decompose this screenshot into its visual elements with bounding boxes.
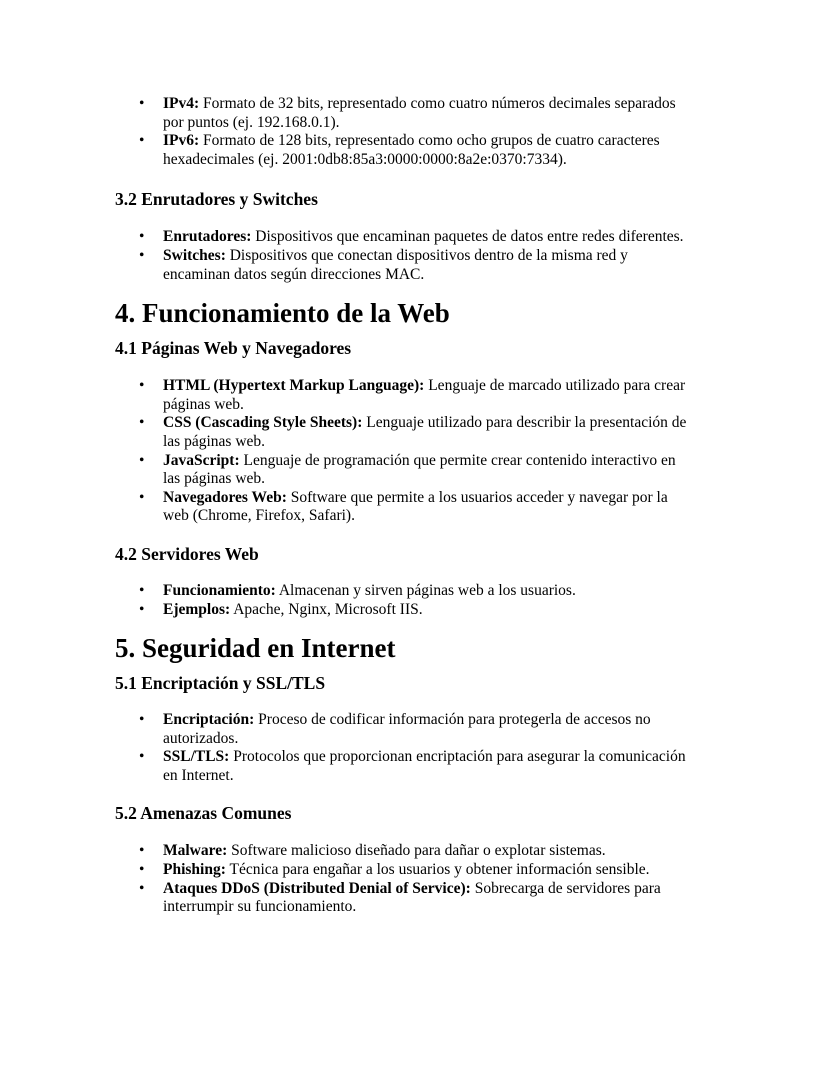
list-item — [115, 582, 718, 601]
list-item-desc-cont: interrumpir su funcionamiento. — [163, 898, 357, 916]
list-item — [115, 414, 718, 451]
encryption-list — [115, 711, 718, 785]
list-item-term: Enrutadores: — [163, 228, 252, 246]
list-item-desc-cont: en Internet. — [163, 766, 234, 784]
chapter-heading-4: 4. Funcionamiento de la Web — [115, 298, 450, 329]
bullet-icon: • — [139, 95, 145, 112]
list-item-term: Ataques DDoS (Distributed Denial of Service): — [163, 879, 471, 897]
bullet-icon: • — [139, 581, 145, 599]
list-item — [115, 861, 718, 880]
web-servers-list — [115, 582, 718, 619]
list-item-term: IPv6: — [163, 132, 200, 150]
list-item — [115, 132, 718, 169]
list-item — [115, 842, 718, 861]
list-item — [115, 489, 718, 526]
list-item-desc: Dispositivos que conectan dispositivos dentro de la misma red y — [225, 246, 628, 264]
list-item-desc-cont: web (Chrome, Firefox, Safari). — [163, 507, 355, 525]
list-item-desc: Lenguaje utilizado para describir la presentación de — [362, 414, 687, 432]
bullet-icon: • — [139, 600, 145, 618]
list-item-desc: Formato de 32 bits, representado como cuatro números decimales separados — [199, 95, 676, 112]
chapter-heading-5: 5. Seguridad en Internet — [115, 633, 396, 664]
list-item-desc: Formato de 128 bits, representado como ocho grupos de cuatro caracteres — [199, 132, 660, 150]
bullet-icon: • — [139, 451, 145, 469]
section-heading-4-2: 4.2 Servidores Web — [115, 543, 259, 564]
bullet-icon: • — [139, 414, 145, 432]
section-heading-3-2: 3.2 Enrutadores y Switches — [115, 189, 318, 210]
list-item — [115, 228, 718, 247]
bullet-icon: • — [139, 488, 145, 506]
list-item-term: Phishing: — [163, 861, 226, 879]
threats-list — [115, 842, 718, 916]
list-item-term: SSL/TLS: — [163, 748, 230, 766]
bullet-icon: • — [139, 246, 145, 264]
list-item — [115, 748, 718, 785]
bullet-icon: • — [139, 748, 145, 766]
bullet-icon: • — [139, 842, 145, 860]
list-item — [115, 247, 718, 284]
list-item-desc: Lenguaje de programación que permite crear contenido interactivo en — [239, 451, 676, 469]
list-item-term: HTML (Hypertext Markup Language): — [163, 377, 425, 395]
list-item-desc: Software que permite a los usuarios acceder y navegar por la — [286, 488, 668, 506]
list-item-desc: Software malicioso diseñado para dañar o explotar sistemas. — [227, 842, 606, 860]
list-item-term: Malware: — [163, 842, 228, 860]
list-item-desc: Sobrecarga de servidores para — [470, 879, 661, 897]
list-item — [115, 601, 718, 620]
list-item-desc: Dispositivos que encaminan paquetes de datos entre redes diferentes. — [251, 228, 684, 246]
list-item-term: Navegadores Web: — [163, 488, 287, 506]
routers-switches-list — [115, 228, 718, 284]
list-item-desc: Protocolos que proporcionan encriptación para asegurar la comunicación — [229, 748, 686, 766]
list-item-term: Ejemplos: — [163, 600, 231, 618]
bullet-icon: • — [139, 377, 145, 395]
section-heading-5-2: 5.2 Amenazas Comunes — [115, 803, 292, 824]
bullet-icon: • — [139, 711, 145, 729]
list-item — [115, 711, 718, 748]
list-item-term: Funcionamiento: — [163, 581, 276, 599]
list-item-term: IPv4: — [163, 95, 200, 112]
list-item-term: CSS (Cascading Style Sheets): — [163, 414, 363, 432]
section-heading-4-1: 4.1 Páginas Web y Navegadores — [115, 338, 352, 359]
list-item — [115, 377, 718, 414]
list-item-desc: Apache, Nginx, Microsoft IIS. — [230, 600, 423, 618]
list-item-desc-cont: páginas web. — [163, 395, 244, 413]
list-item-desc-cont: las páginas web. — [163, 470, 266, 488]
list-item-term: JavaScript: — [163, 451, 240, 469]
list-item — [115, 95, 718, 132]
list-item-desc: Técnica para engañar a los usuarios y obtener información sensible. — [225, 861, 650, 879]
list-item-desc-cont: hexadecimales (ej. 2001:0db8:85a3:0000:0000:8a2e:0370:7334). — [163, 150, 567, 168]
bullet-icon: • — [139, 228, 145, 246]
list-item-term: Switches: — [163, 246, 226, 264]
web-pages-list — [115, 377, 718, 526]
ip-format-list — [115, 95, 718, 169]
bullet-icon: • — [139, 132, 145, 150]
section-heading-5-1: 5.1 Encriptación y SSL/TLS — [115, 673, 326, 694]
list-item-desc-cont: las páginas web. — [163, 432, 266, 450]
list-item-desc: Proceso de codificar información para protegerla de accesos no — [254, 711, 651, 729]
list-item — [115, 880, 718, 917]
list-item-desc-cont: autorizados. — [163, 729, 239, 747]
list-item-desc-cont: encaminan datos según direcciones MAC. — [163, 265, 425, 283]
list-item-desc-cont: por puntos (ej. 192.168.0.1). — [163, 113, 340, 131]
bullet-icon: • — [139, 861, 145, 879]
list-item-term: Encriptación: — [163, 711, 255, 729]
list-item — [115, 452, 718, 489]
list-item-desc: Almacenan y sirven páginas web a los usuarios. — [275, 581, 576, 599]
list-item-desc: Lenguaje de marcado utilizado para crear — [424, 377, 686, 395]
bullet-icon: • — [139, 879, 145, 897]
